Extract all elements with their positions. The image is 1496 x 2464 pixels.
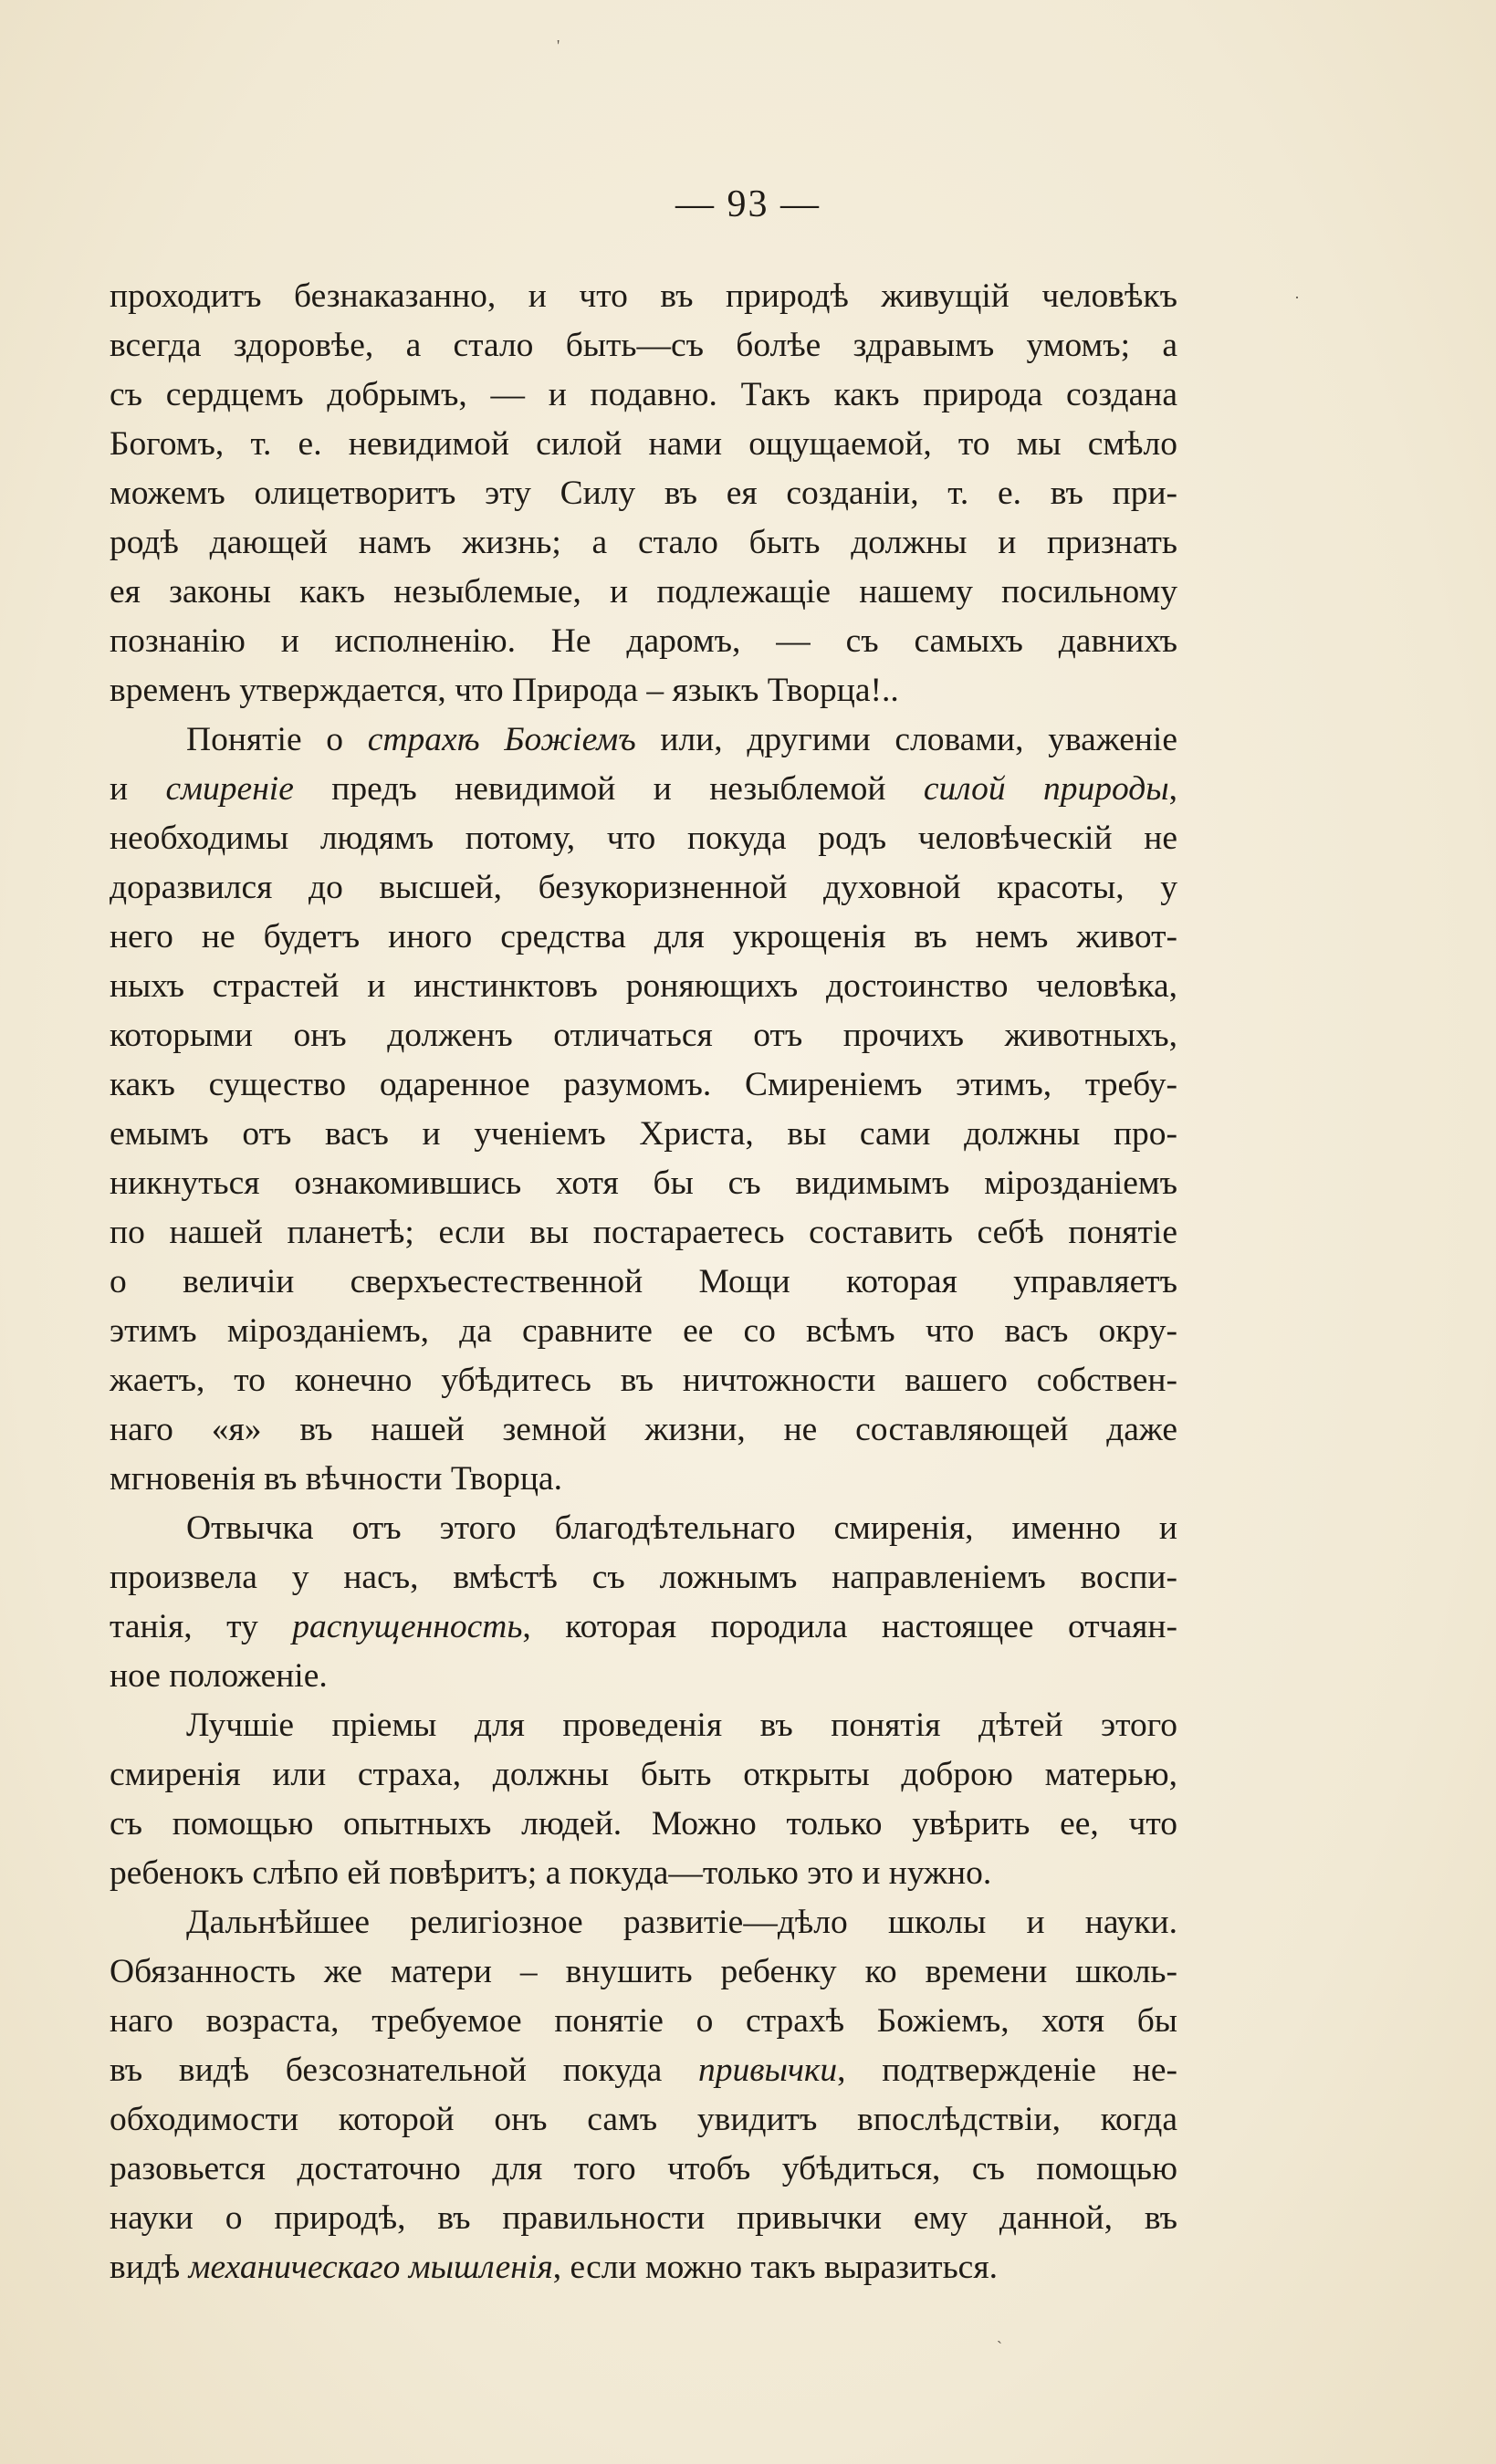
text-line: этимъ мірозданіемъ, да сравните ее со всѣмъ что васъ окру- — [110, 1312, 1177, 1350]
italic-phrase: смиреніе — [165, 770, 294, 808]
text-line: какъ существо одаренное разумомъ. Смиреніемъ этимъ, требу- — [110, 1066, 1177, 1103]
text-line: смиренія или страха, должны быть открыты доброю матерью, — [110, 1756, 1177, 1793]
text-line: Обязанность же матери – внушить ребенку ко времени школь- — [110, 1953, 1177, 1990]
text-line: обходимости которой онъ самъ увидитъ впослѣдствіи, когда — [110, 2101, 1177, 2138]
text-line: произвела у насъ, вмѣстѣ съ ложнымъ направленіемъ воспи- — [110, 1559, 1177, 1596]
italic-phrase: распущенность — [292, 1608, 523, 1645]
page-number: — 93 — — [675, 183, 821, 225]
text-run: , подтвержденіе не- — [837, 2052, 1177, 2089]
body-text — [110, 272, 1177, 2292]
text-line: Лучшіе пріемы для проведенія въ понятія дѣтей этого — [186, 1707, 1177, 1744]
text-run: въ видѣ безсознательной покуда — [110, 2052, 699, 2089]
paper-speck: ˎ — [997, 2325, 1002, 2344]
text-line — [110, 2046, 1177, 2095]
text-line: емымъ отъ васъ и ученіемъ Христа, вы сами должны про- — [110, 1115, 1177, 1153]
text-line: всегда здоровѣе, а стало быть—съ болѣе здравымъ умомъ; а — [110, 327, 1177, 364]
text-line: жаетъ, то конечно убѣдитесь въ ничтожности вашего собствен- — [110, 1362, 1177, 1399]
text-line: съ сердцемъ добрымъ, — и подавно. Такъ какъ природа создана — [110, 376, 1177, 413]
text-run: или, другими словами, уваженіе — [635, 721, 1177, 758]
text-line: ное положеніе. — [110, 1657, 328, 1695]
text-run: предъ невидимой и незыблемой — [293, 770, 924, 808]
text-line: о величіи сверхъестественной Мощи которая управляетъ — [110, 1263, 1177, 1300]
text-line: проходитъ безнаказанно, и что въ природѣ живущій человѣкъ — [110, 277, 1177, 315]
text-line: науки о природѣ, въ правильности привычки ему данной, въ — [110, 2199, 1177, 2237]
text-line — [110, 715, 1177, 765]
paper-speck: · — [1294, 288, 1300, 307]
text-run: , которая породила настоящее отчаян- — [522, 1608, 1177, 1645]
text-line: необходимы людямъ потому, что покуда родъ человѣческій не — [110, 820, 1177, 857]
paragraph — [110, 272, 1177, 715]
text-line: познанію и исполненію. Не даромъ, — съ самыхъ давнихъ — [110, 622, 1177, 660]
text-line: мгновенія въ вѣчности Творца. — [110, 1460, 562, 1498]
text-line: родѣ дающей намъ жизнь; а стало быть должны и признать — [110, 524, 1177, 561]
text-line: разовьется достаточно для того чтобъ убѣдиться, съ помощью — [110, 2150, 1177, 2187]
text-run: видѣ — [110, 2249, 189, 2286]
text-line: Богомъ, т. е. невидимой силой нами ощущаемой, то мы смѣло — [110, 425, 1177, 463]
text-line: по нашей планетѣ; если вы постараетесь составить себѣ понятіе — [110, 1214, 1177, 1251]
text-line: съ помощью опытныхъ людей. Можно только увѣрить ее, что — [110, 1805, 1177, 1843]
paragraph — [110, 1701, 1177, 1898]
text-line: доразвился до высшей, безукоризненной духовной красоты, у — [110, 869, 1177, 906]
text-line: Отвычка отъ этого благодѣтельнаго смиренія, именно и — [186, 1509, 1177, 1547]
text-line: ныхъ страстей и инстинктовъ роняющихъ достоинство человѣка, — [110, 967, 1177, 1005]
italic-phrase: механическаго мышленія — [188, 2249, 553, 2286]
paragraph — [110, 715, 1177, 1504]
text-run: , — [1168, 770, 1177, 808]
text-line: ея законы какъ незыблемые, и подлежащіе нашему посильному — [110, 573, 1177, 611]
italic-phrase: привычки — [698, 2052, 838, 2089]
text-line: него не будетъ иного средства для укрощенія въ немъ живот- — [110, 918, 1177, 955]
text-line: которыми онъ долженъ отличаться отъ прочихъ животныхъ, — [110, 1017, 1177, 1054]
text-line — [110, 2243, 1177, 2292]
italic-phrase: страхѣ Божіемъ — [367, 721, 636, 758]
text-line — [110, 1603, 1177, 1652]
paragraph — [110, 1898, 1177, 2292]
text-line: никнуться ознакомившись хотя бы съ видимымъ мірозданіемъ — [110, 1164, 1177, 1202]
text-line — [110, 765, 1177, 814]
text-run: Понятіе о — [186, 721, 368, 758]
paragraph — [110, 1504, 1177, 1701]
text-line: Дальнѣйшее религіозное развитіе—дѣло школы и науки. — [186, 1904, 1177, 1941]
text-run: танія, ту — [110, 1608, 293, 1645]
italic-phrase: силой природы — [923, 770, 1169, 808]
text-run: и — [110, 770, 166, 808]
text-run: , если можно такъ выразиться. — [552, 2249, 998, 2286]
text-line: временъ утверждается, что Природа – языкъ Творца!.. — [110, 672, 899, 709]
text-line: наго «я» въ нашей земной жизни, не составляющей даже — [110, 1411, 1177, 1448]
text-line: можемъ олицетворитъ эту Силу въ ея созданіи, т. е. въ при- — [110, 475, 1177, 512]
paper-speck: ' — [557, 37, 560, 55]
text-line: наго возраста, требуемое понятіе о страхѣ Божіемъ, хотя бы — [110, 2002, 1177, 2040]
text-line: ребенокъ слѣпо ей повѣритъ; а покуда—только это и нужно. — [110, 1854, 992, 1892]
